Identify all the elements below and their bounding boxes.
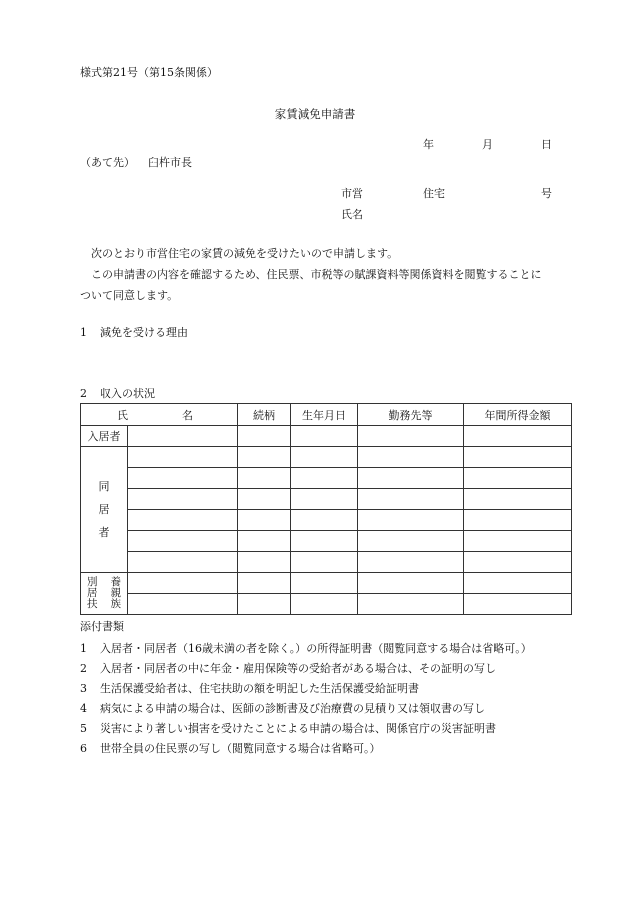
resident-relation-cell[interactable]: [238, 426, 291, 447]
statement-paragraph: 次のとおり市営住宅の家賃の減免を受けたいので申請します。: [91, 247, 399, 260]
list-item-number: 2: [80, 662, 87, 675]
cohabitant-birthdate-cell[interactable]: [291, 489, 358, 510]
cohabitant-income-cell[interactable]: [464, 447, 572, 468]
attachments-list: [80, 639, 532, 759]
cohabitant-name-cell[interactable]: [128, 468, 238, 489]
cohabitant-birthdate-cell[interactable]: [291, 552, 358, 573]
section-number: 2: [80, 387, 87, 400]
applicant-jutaku-label: 住宅: [423, 187, 445, 200]
cohabitant-birthdate-cell[interactable]: [291, 447, 358, 468]
cohabitant-workplace-cell[interactable]: [358, 447, 464, 468]
list-item: [80, 739, 532, 759]
cohabitant-label-char: 同: [98, 480, 110, 493]
date-day-label: 日: [541, 138, 552, 151]
section-label: 収入の状況: [100, 387, 155, 400]
dependent-name-cell[interactable]: [128, 594, 238, 615]
addressee-label: （あて先）: [80, 156, 135, 169]
cohabitant-income-cell[interactable]: [464, 510, 572, 531]
cohabitant-relation-cell[interactable]: [238, 552, 291, 573]
dependent-birthdate-cell[interactable]: [291, 594, 358, 615]
table-row-dependent: [81, 573, 572, 594]
table-row-cohabitant: [81, 489, 572, 510]
resident-income-cell[interactable]: [464, 426, 572, 447]
cohabitant-relation-cell[interactable]: [238, 531, 291, 552]
income-table: [80, 403, 572, 615]
table-row-cohabitant: [81, 510, 572, 531]
list-item: [80, 719, 532, 739]
cohabitant-income-cell[interactable]: [464, 531, 572, 552]
cohabitant-label-char: 者: [98, 526, 110, 539]
list-item: [80, 639, 532, 659]
header-name-part: 名: [182, 408, 193, 422]
list-item-text: 病気による申請の場合は、医師の診断書及び治療費の見積り又は領収書の写し: [100, 702, 485, 715]
header-name: [81, 404, 238, 426]
cohabitant-income-cell[interactable]: [464, 468, 572, 489]
cohabitant-workplace-cell[interactable]: [358, 510, 464, 531]
dependent-name-cell[interactable]: [128, 573, 238, 594]
cohabitant-birthdate-cell[interactable]: [291, 510, 358, 531]
attachments-title: 添付書類: [80, 620, 124, 633]
dependent-workplace-cell[interactable]: [358, 594, 464, 615]
dependent-label-char: 居: [87, 587, 98, 599]
date-year-label: 年: [423, 138, 434, 151]
dependent-relation-cell[interactable]: [238, 594, 291, 615]
section-reason-heading: [80, 326, 188, 340]
addressee-name: 臼杵市長: [148, 156, 192, 169]
applicant-go-label: 号: [541, 187, 552, 200]
cohabitant-birthdate-cell[interactable]: [291, 531, 358, 552]
resident-birthdate-cell[interactable]: [291, 426, 358, 447]
cohabitant-workplace-cell[interactable]: [358, 468, 464, 489]
list-item-text: 入居者・同居者（16歳未満の者を除く。）の所得証明書（閲覧同意する場合は省略可。）: [100, 642, 532, 655]
header-relation: 続柄: [238, 404, 291, 426]
dependent-income-cell[interactable]: [464, 594, 572, 615]
cohabitant-relation-cell[interactable]: [238, 489, 291, 510]
cohabitant-name-cell[interactable]: [128, 552, 238, 573]
list-item-number: 5: [80, 722, 87, 735]
table-row-cohabitant: [81, 468, 572, 489]
cohabitant-workplace-cell[interactable]: [358, 531, 464, 552]
dependent-income-cell[interactable]: [464, 573, 572, 594]
dependent-label-char: 親: [110, 587, 121, 599]
header-workplace: 勤務先等: [358, 404, 464, 426]
cohabitant-income-cell[interactable]: [464, 552, 572, 573]
dependent-label: [81, 573, 128, 615]
cohabitant-name-cell[interactable]: [128, 489, 238, 510]
table-row-resident: [81, 426, 572, 447]
cohabitant-relation-cell[interactable]: [238, 510, 291, 531]
resident-label: 入居者: [81, 426, 128, 447]
document-title: 家賃減免申請書: [274, 107, 356, 121]
list-item-text: 世帯全員の住民票の写し（閲覧同意する場合は省略可。）: [100, 742, 381, 755]
cohabitant-workplace-cell[interactable]: [358, 552, 464, 573]
cohabitant-income-cell[interactable]: [464, 489, 572, 510]
cohabitant-label: [81, 447, 128, 573]
list-item: [80, 679, 532, 699]
applicant-name-label: 氏名: [341, 208, 363, 221]
resident-name-cell[interactable]: [128, 426, 238, 447]
list-item-text: 生活保護受給者は、住宅扶助の額を明記した生活保護受給証明書: [100, 682, 419, 695]
cohabitant-birthdate-cell[interactable]: [291, 468, 358, 489]
table-row-cohabitant: [81, 447, 572, 468]
list-item: [80, 699, 532, 719]
dependent-relation-cell[interactable]: [238, 573, 291, 594]
header-annual-income: 年間所得金額: [464, 404, 572, 426]
cohabitant-workplace-cell[interactable]: [358, 489, 464, 510]
dependent-label-char: 族: [110, 598, 121, 610]
list-item: [80, 659, 532, 679]
cohabitant-name-cell[interactable]: [128, 510, 238, 531]
table-row-cohabitant: [81, 552, 572, 573]
section-income-heading: [80, 387, 155, 401]
applicant-shiei-label: 市営: [341, 187, 363, 200]
cohabitant-relation-cell[interactable]: [238, 468, 291, 489]
cohabitant-name-cell[interactable]: [128, 531, 238, 552]
dependent-label-char: 養: [110, 576, 121, 588]
header-birthdate: 生年月日: [291, 404, 358, 426]
section-label: 減免を受ける理由: [100, 326, 188, 339]
date-month-label: 月: [482, 138, 493, 151]
dependent-label-char: 扶: [87, 598, 98, 610]
list-item-number: 1: [80, 642, 87, 655]
consent-paragraph: この申請書の内容を確認するため、住民票、市税等の賦課資料等関係資料を閲覧することについて同意します。: [80, 268, 542, 302]
header-name-part: 氏: [117, 408, 128, 422]
dependent-label-char: 別: [87, 576, 98, 588]
list-item-text: 入居者・同居者の中に年金・雇用保険等の受給者がある場合は、その証明の写し: [100, 662, 496, 675]
cohabitant-relation-cell[interactable]: [238, 447, 291, 468]
application-statement: [80, 243, 552, 306]
form-number: 様式第21号（第15条関係）: [80, 66, 218, 79]
table-header-row: [81, 404, 572, 426]
list-item-number: 6: [80, 742, 87, 755]
resident-workplace-cell[interactable]: [358, 426, 464, 447]
section-number: 1: [80, 326, 87, 339]
table-row-dependent: [81, 594, 572, 615]
cohabitant-label-char: 居: [98, 503, 110, 516]
list-item-number: 3: [80, 682, 87, 695]
list-item-number: 4: [80, 702, 87, 715]
table-row-cohabitant: [81, 531, 572, 552]
dependent-workplace-cell[interactable]: [358, 573, 464, 594]
list-item-text: 災害により著しい損害を受けたことによる申請の場合は、関係官庁の災害証明書: [100, 722, 496, 735]
dependent-birthdate-cell[interactable]: [291, 573, 358, 594]
cohabitant-name-cell[interactable]: [128, 447, 238, 468]
